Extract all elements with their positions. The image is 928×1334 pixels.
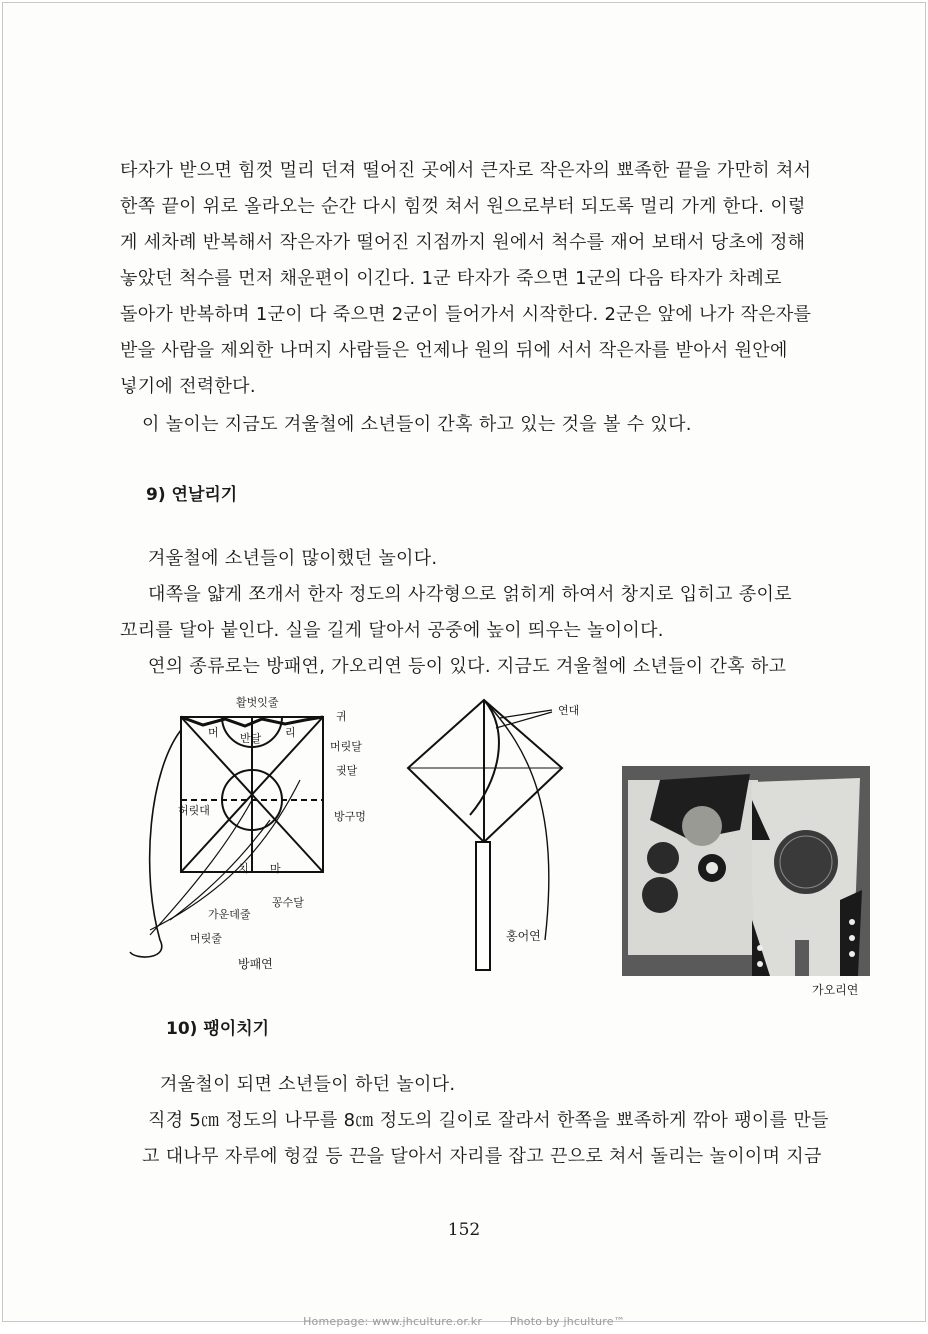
stingray-kite-photo [622, 766, 870, 976]
stingray-kite-caption: 가오리연 [812, 983, 859, 997]
text-line: 넣기에 전력한다. [120, 376, 256, 397]
text-line: 겨울철이 되면 소년들이 하던 놀이다. [160, 1074, 456, 1095]
label-ear: 귀 [336, 710, 347, 723]
diamond-kite-caption: 홍어연 [506, 929, 541, 943]
footer [0, 1315, 928, 1328]
text-line: 겨울철에 소년들이 많이했던 놀이다. [148, 548, 438, 569]
text-line: 꼬리를 달아 붙인다. 실을 길게 달아서 공중에 높이 띄우는 놀이이다. [120, 620, 664, 641]
text-line: 고 대나무 자루에 헝겊 등 끈을 달아서 자리를 잡고 끈으로 쳐서 돌리는 놀이이며 지금 [142, 1146, 822, 1167]
label-head-string: 머릿줄 [190, 932, 222, 945]
text-line: 대쪽을 얇게 쪼개서 한자 정도의 사각형으로 얽히게 하여서 창지로 입히고 종이로 [148, 584, 792, 605]
text-line: 직경 5㎝ 정도의 나무를 8㎝ 정도의 길이로 잘라서 한쪽을 뾰족하게 깎아 팽이를 만들 [148, 1110, 829, 1131]
footer-photo-credit: Photo by jhculture™ [509, 1315, 625, 1328]
section-heading-top-spinning: 10) 팽이치기 [166, 1019, 270, 1039]
label-middle-string: 가운데줄 [208, 908, 251, 921]
label-tail-bar: 꽁수달 [272, 896, 304, 909]
label-chi: 치 [238, 862, 249, 875]
label-ri: 리 [285, 726, 296, 739]
section-heading-kite-flying: 9) 연날리기 [146, 485, 238, 505]
text-line: 이 놀이는 지금도 겨울철에 소년들이 간혹 하고 있는 것을 볼 수 있다. [142, 414, 692, 435]
label-ear-bar: 귓달 [336, 764, 358, 777]
label-half-moon: 반달 [240, 732, 262, 745]
label-ma: 마 [270, 862, 281, 875]
label-top-edge: 활벗잇줄 [236, 696, 279, 709]
text-line: 연의 종류로는 방패연, 가오리연 등이 있다. 지금도 겨울철에 소년들이 간혹 하고 [148, 656, 787, 677]
label-meo: 머 [208, 726, 219, 739]
label-stick: 연대 [558, 704, 580, 717]
kite-figure [0, 690, 928, 1010]
label-waist-bar: 허릿대 [178, 804, 210, 817]
text-line: 받을 사람을 제외한 나머지 사람들은 언제나 원의 뒤에 서서 작은자를 받아서 원안에 [120, 340, 788, 361]
text-line: 돌아가 반복하며 1군이 다 죽으면 2군이 들어가서 시작한다. 2군은 앞에 나가 작은자를 [120, 304, 812, 325]
page-number: 152 [447, 1220, 481, 1240]
label-head-bar: 머릿달 [330, 740, 362, 753]
text-line: 놓았던 척수를 먼저 채운편이 이긴다. 1군 타자가 죽으면 1군의 다음 타자가 차례로 [120, 268, 782, 289]
text-line: 타자가 받으면 힘껏 멀리 던져 떨어진 곳에서 큰자로 작은자의 뾰족한 끝을 가만히 쳐서 [120, 160, 812, 181]
shield-kite-caption: 방패연 [238, 957, 273, 971]
text-line: 게 세차례 반복해서 작은자가 떨어진 지점까지 원에서 척수를 재어 보태서 당초에 정해 [120, 232, 806, 253]
footer-homepage: Homepage: www.jhculture.or.kr [303, 1315, 483, 1328]
label-center-hole: 방구멍 [334, 810, 366, 823]
text-line: 한쪽 끝이 위로 올라오는 순간 다시 힘껏 쳐서 원으로부터 되도록 멀리 가게 한다. 이렇 [120, 196, 806, 217]
